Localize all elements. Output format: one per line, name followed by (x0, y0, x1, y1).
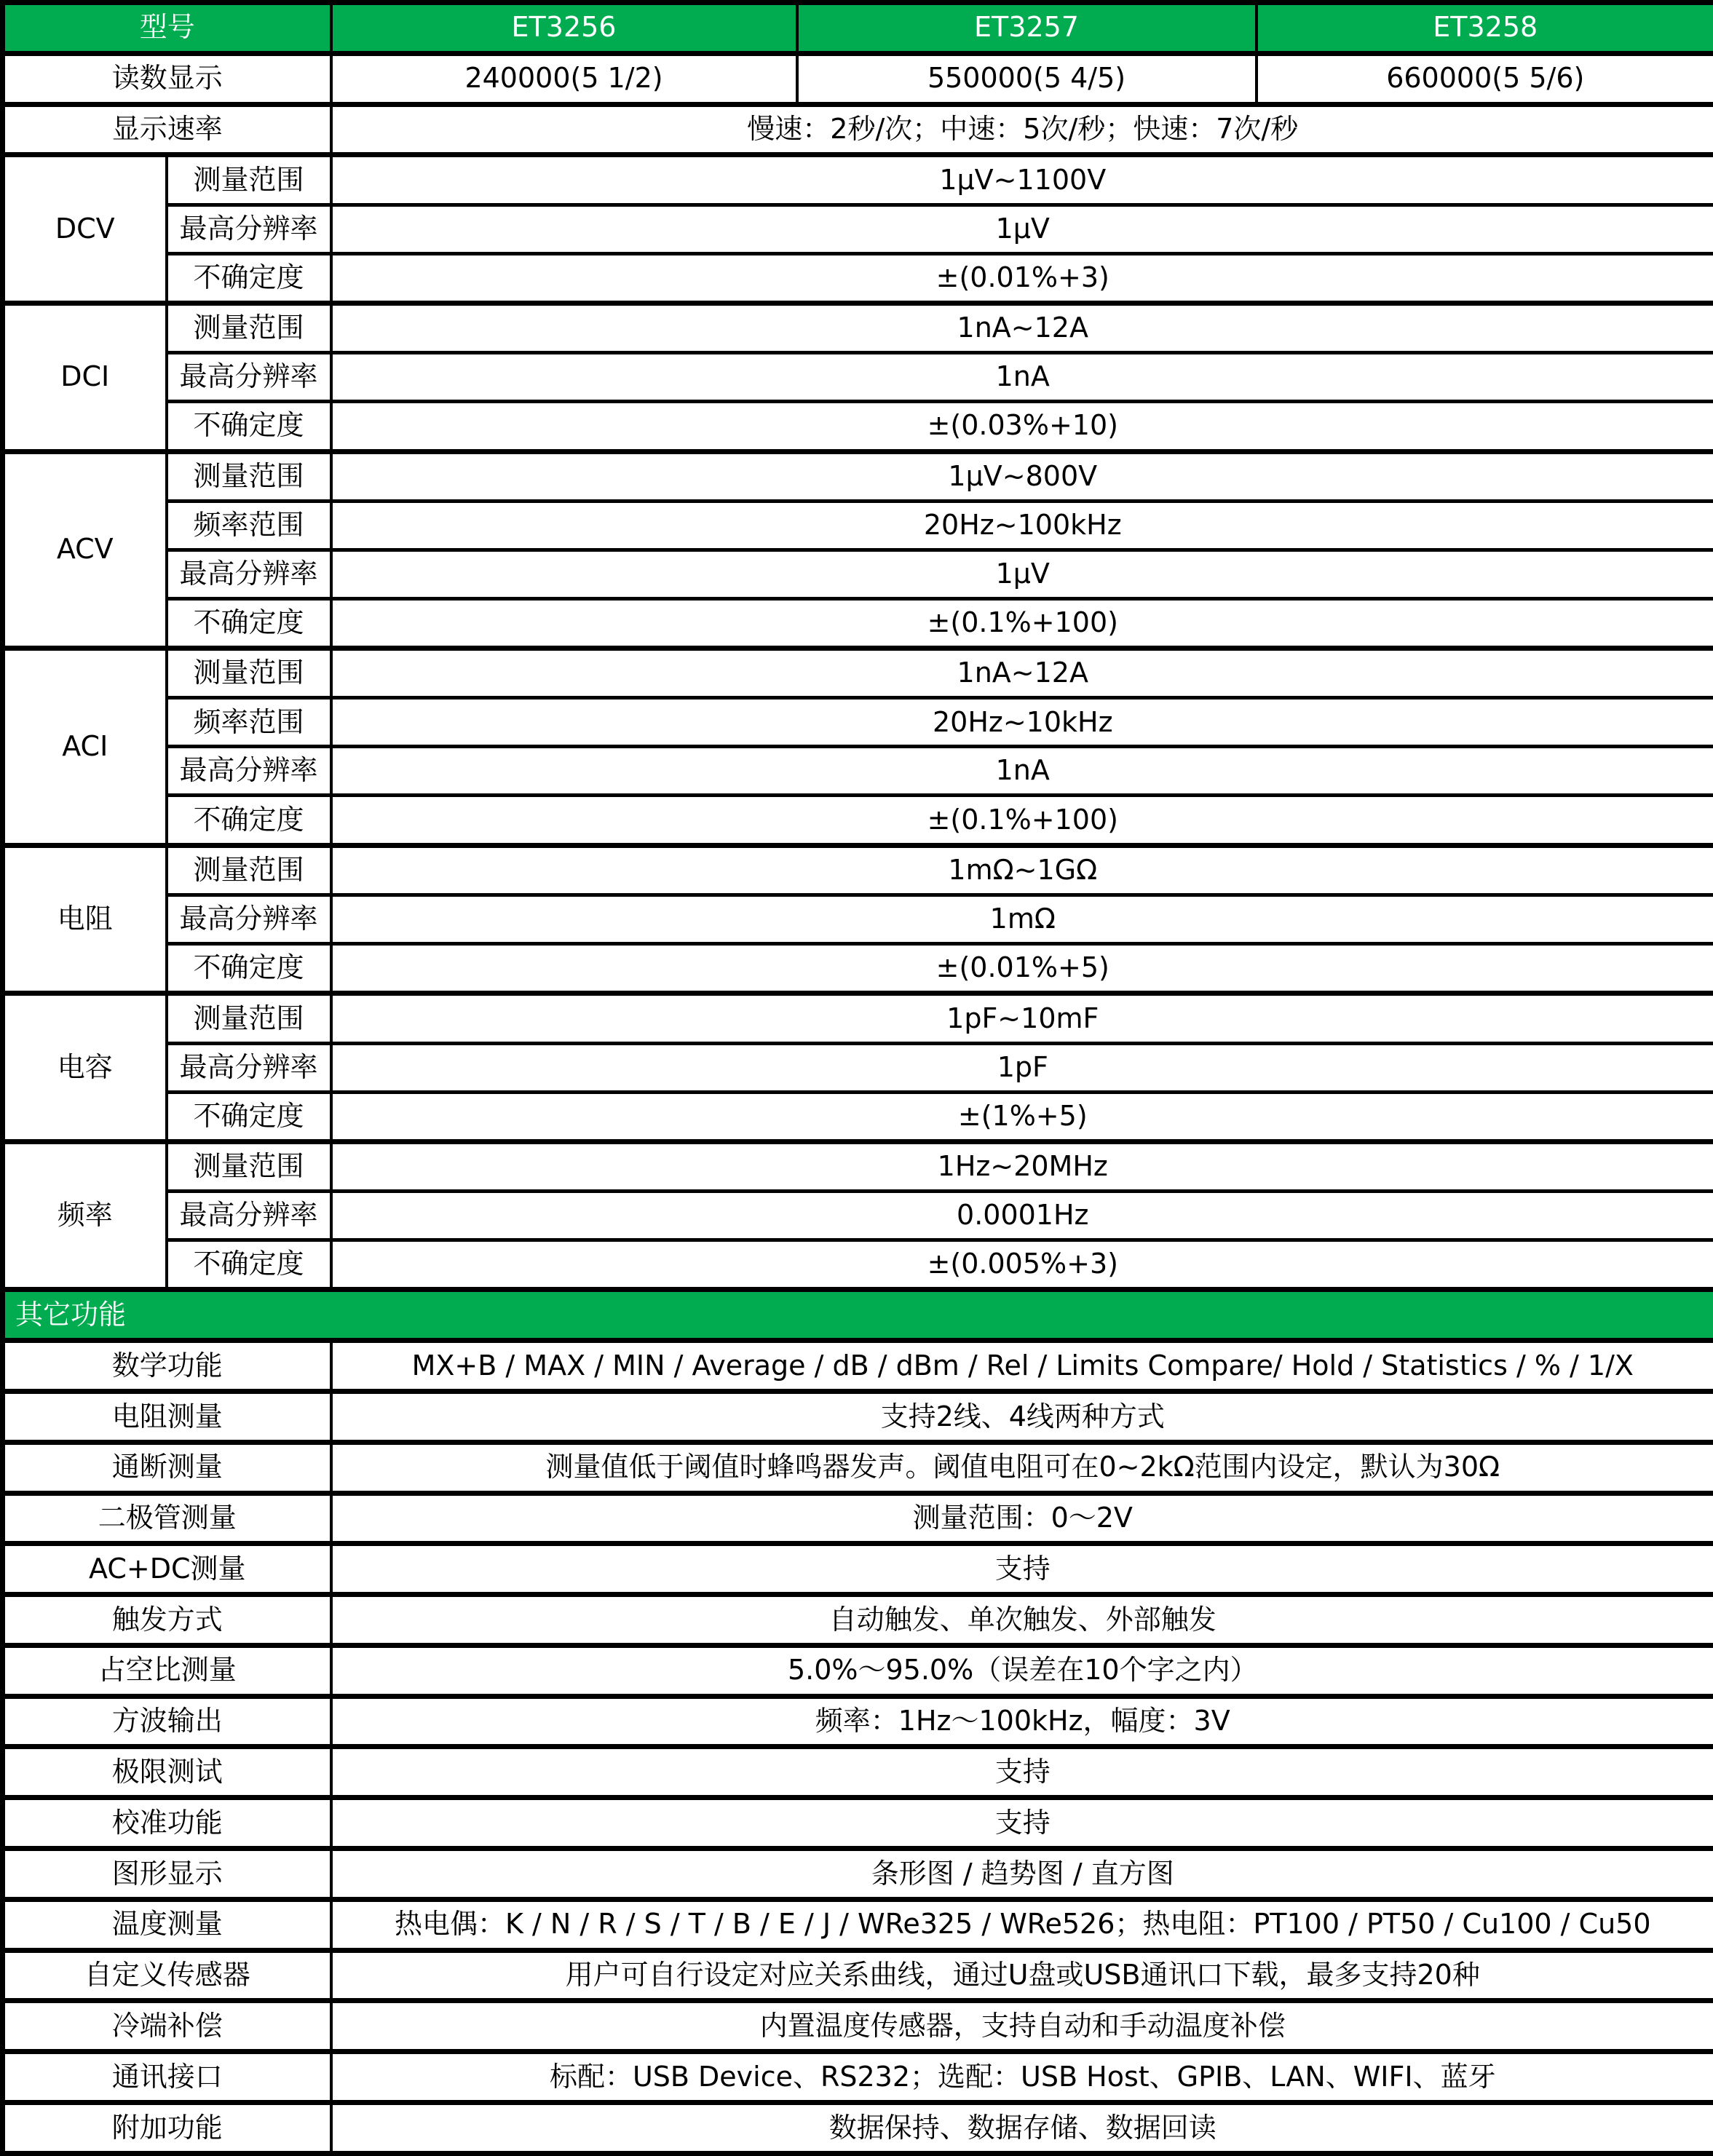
spec-label: 不确定度 (167, 402, 331, 451)
spec-label: 最高分辨率 (167, 353, 331, 402)
spec-label: 频率范围 (167, 698, 331, 747)
other-row (3, 1595, 1713, 1646)
spec-value: 1Hz~20MHz (331, 1141, 1713, 1191)
spec-label: 不确定度 (167, 253, 331, 303)
spec-row (3, 353, 1713, 402)
other-functions-title: 其它功能 (3, 1290, 1713, 1341)
spec-row (3, 1141, 1713, 1191)
other-row-value: 支持 (331, 1798, 1713, 1849)
spec-row (3, 205, 1713, 253)
other-functions-band (3, 1290, 1713, 1341)
spec-label: 测量范围 (167, 303, 331, 352)
spec-value: 1μV~800V (331, 451, 1713, 501)
other-row-label: 温度测量 (3, 1899, 331, 1950)
other-row (3, 1696, 1713, 1747)
spec-row (3, 895, 1713, 943)
spec-row (3, 649, 1713, 698)
other-row-label: 附加功能 (3, 2102, 331, 2153)
model-name-et3257: ET3257 (797, 3, 1257, 54)
spec-row (3, 796, 1713, 845)
other-row-label: 电阻测量 (3, 1392, 331, 1443)
model-name-et3256: ET3256 (331, 3, 797, 54)
other-row-value: 测量值低于阈值时蜂鸣器发声。阈值电阻可在0~2kΩ范围内设定，默认为30Ω (331, 1442, 1713, 1493)
other-row (3, 1544, 1713, 1595)
other-row-label: 校准功能 (3, 1798, 331, 1849)
spec-row (3, 1240, 1713, 1290)
other-row-value: 数据保持、数据存储、数据回读 (331, 2102, 1713, 2153)
spec-label: 不确定度 (167, 1092, 331, 1141)
spec-value: 20Hz~100kHz (331, 501, 1713, 550)
category-label-frequency: 频率 (3, 1141, 167, 1290)
spec-row (3, 943, 1713, 993)
spec-value: ±(0.1%+100) (331, 796, 1713, 845)
spec-label: 最高分辨率 (167, 205, 331, 253)
other-row (3, 1442, 1713, 1493)
other-row-value: 用户可自行设定对应关系曲线，通过U盘或USB通讯口下载，最多支持20种 (331, 1950, 1713, 2001)
other-row-value: 标配：USB Device、RS232；选配：USB Host、GPIB、LAN、WIFI、蓝牙 (331, 2052, 1713, 2103)
spec-label: 最高分辨率 (167, 1192, 331, 1240)
spec-row (3, 1192, 1713, 1240)
other-row-label: 二极管测量 (3, 1493, 331, 1544)
spec-value: 0.0001Hz (331, 1192, 1713, 1240)
spec-label: 不确定度 (167, 598, 331, 648)
spec-value: ±(0.03%+10) (331, 402, 1713, 451)
reading-display-value: 550000(5 4/5) (797, 53, 1257, 104)
spec-row (3, 253, 1713, 303)
other-row-value: 内置温度传感器，支持自动和手动温度补偿 (331, 2001, 1713, 2052)
spec-row (3, 550, 1713, 598)
reading-display-row (3, 53, 1713, 104)
spec-row (3, 501, 1713, 550)
spec-label: 频率范围 (167, 501, 331, 550)
other-row (3, 1645, 1713, 1696)
spec-value: 1nA (331, 353, 1713, 402)
spec-row (3, 845, 1713, 895)
other-row-label: 自定义传感器 (3, 1950, 331, 2001)
spec-row (3, 994, 1713, 1043)
other-row (3, 1747, 1713, 1798)
reading-display-value: 240000(5 1/2) (331, 53, 797, 104)
spec-value: ±(0.1%+100) (331, 598, 1713, 648)
spec-row (3, 1043, 1713, 1092)
reading-display-label: 读数显示 (3, 53, 331, 104)
reading-display-value: 660000(5 5/6) (1257, 53, 1713, 104)
spec-label: 最高分辨率 (167, 1043, 331, 1092)
other-row-value: 测量范围：0～2V (331, 1493, 1713, 1544)
spec-value: 1mΩ~1GΩ (331, 845, 1713, 895)
other-row-value: 支持 (331, 1544, 1713, 1595)
display-rate-label: 显示速率 (3, 104, 331, 155)
other-row (3, 2052, 1713, 2103)
spec-value: 1μV (331, 550, 1713, 598)
spec-value: 1nA (331, 747, 1713, 796)
other-row-label: 极限测试 (3, 1747, 331, 1798)
spec-label: 测量范围 (167, 451, 331, 501)
other-row (3, 1849, 1713, 1900)
spec-row (3, 451, 1713, 501)
other-row-value: 支持2线、4线两种方式 (331, 1392, 1713, 1443)
spec-label: 最高分辨率 (167, 895, 331, 943)
spec-value: 1mΩ (331, 895, 1713, 943)
other-row-value: 频率：1Hz～100kHz，幅度：3V (331, 1696, 1713, 1747)
spec-value: 1μV~1100V (331, 155, 1713, 205)
spec-label: 不确定度 (167, 1240, 331, 1290)
other-row-label: 数学功能 (3, 1341, 331, 1392)
spec-label: 不确定度 (167, 943, 331, 993)
spec-row (3, 698, 1713, 747)
spec-value: ±(0.005%+3) (331, 1240, 1713, 1290)
spec-value: 1nA~12A (331, 649, 1713, 698)
other-row-label: AC+DC测量 (3, 1544, 331, 1595)
spec-label: 测量范围 (167, 845, 331, 895)
other-row (3, 1493, 1713, 1544)
spec-value: 20Hz~10kHz (331, 698, 1713, 747)
other-row-value: 热电偶：K / N / R / S / T / B / E / J / WRe325 / WRe526；热电阻：PT100 / PT50 / Cu100 / Cu50 (331, 1899, 1713, 1950)
spec-value: 1nA~12A (331, 303, 1713, 352)
other-row-label: 冷端补偿 (3, 2001, 331, 2052)
spec-value: ±(0.01%+5) (331, 943, 1713, 993)
spec-row (3, 155, 1713, 205)
other-row-value: 支持 (331, 1747, 1713, 1798)
other-row-label: 通讯接口 (3, 2052, 331, 2103)
other-row-label: 方波输出 (3, 1696, 331, 1747)
spec-value: 1pF~10mF (331, 994, 1713, 1043)
category-label-acv: ACV (3, 451, 167, 649)
display-rate-row (3, 104, 1713, 155)
other-row-label: 通断测量 (3, 1442, 331, 1493)
other-row (3, 1798, 1713, 1849)
spec-value: 1pF (331, 1043, 1713, 1092)
spec-value: ±(0.01%+3) (331, 253, 1713, 303)
other-row (3, 1950, 1713, 2001)
other-row-value: 5.0%～95.0%（误差在10个字之内） (331, 1645, 1713, 1696)
other-row (3, 1392, 1713, 1443)
spec-label: 最高分辨率 (167, 550, 331, 598)
other-row (3, 1341, 1713, 1392)
spec-value: ±(1%+5) (331, 1092, 1713, 1141)
spec-label: 测量范围 (167, 1141, 331, 1191)
other-row (3, 2102, 1713, 2153)
spec-value: 1μV (331, 205, 1713, 253)
spec-label: 测量范围 (167, 155, 331, 205)
category-label-dcv: DCV (3, 155, 167, 304)
spec-row (3, 598, 1713, 648)
display-rate-value: 慢速：2秒/次；中速：5次/秒；快速：7次/秒 (331, 104, 1713, 155)
category-label-capacitance: 电容 (3, 994, 167, 1142)
model-header-label: 型号 (3, 3, 331, 54)
category-label-aci: ACI (3, 649, 167, 846)
spec-label: 最高分辨率 (167, 747, 331, 796)
spec-label: 测量范围 (167, 649, 331, 698)
spec-row (3, 1092, 1713, 1141)
spec-row (3, 402, 1713, 451)
other-row-label: 占空比测量 (3, 1645, 331, 1696)
model-header-row (3, 3, 1713, 54)
other-row (3, 2001, 1713, 2052)
other-row-value: 自动触发、单次触发、外部触发 (331, 1595, 1713, 1646)
other-row-value: MX+B / MAX / MIN / Average / dB / dBm / Rel / Limits Compare/ Hold / Statistics / % / 1/X (331, 1341, 1713, 1392)
category-label-resistance: 电阻 (3, 845, 167, 994)
category-label-dci: DCI (3, 303, 167, 451)
other-row (3, 1899, 1713, 1950)
spec-row (3, 747, 1713, 796)
other-row-label: 图形显示 (3, 1849, 331, 1900)
other-row-label: 触发方式 (3, 1595, 331, 1646)
spec-label: 不确定度 (167, 796, 331, 845)
spec-label: 测量范围 (167, 994, 331, 1043)
other-row-value: 条形图 / 趋势图 / 直方图 (331, 1849, 1713, 1900)
model-name-et3258: ET3258 (1257, 3, 1713, 54)
spec-row (3, 303, 1713, 352)
